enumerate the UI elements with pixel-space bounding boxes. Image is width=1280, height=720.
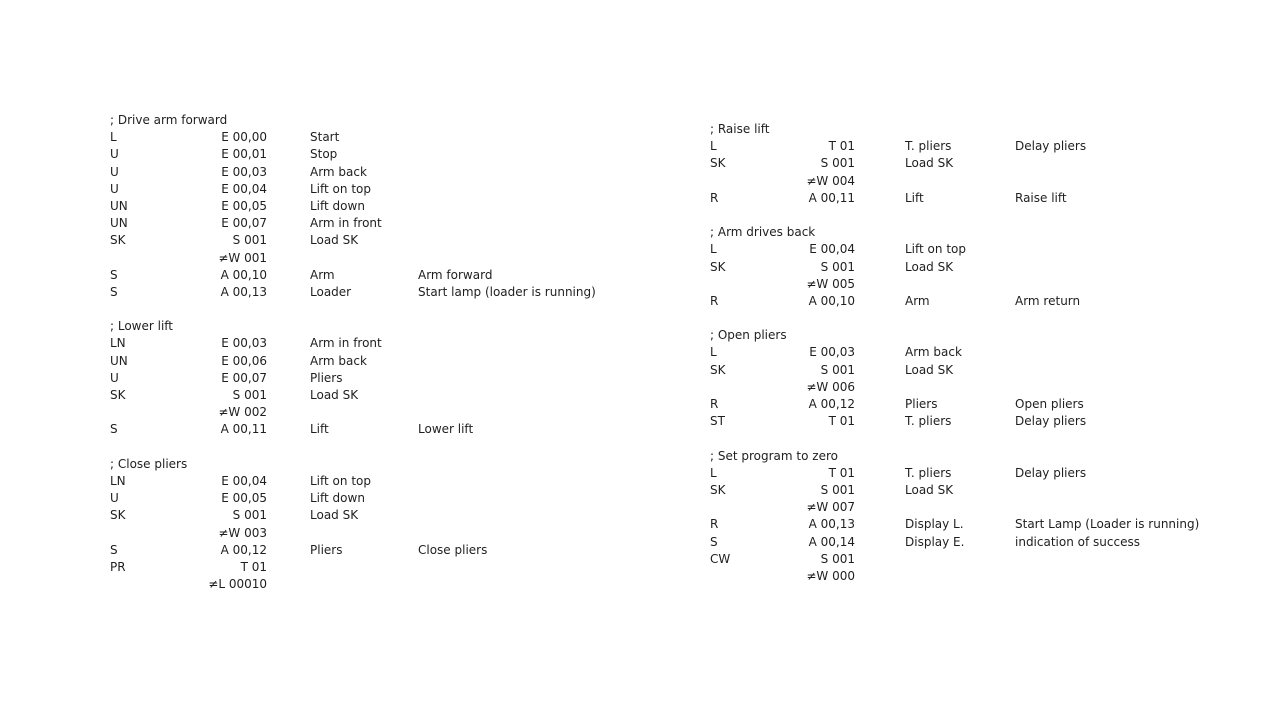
row-operand: ≠L 00010 (208, 577, 267, 592)
row-op: ST (710, 414, 725, 429)
row-operand: S 001 (232, 508, 267, 523)
row-note (1015, 241, 1199, 258)
program-section (710, 448, 1199, 586)
row-op: R (710, 190, 719, 205)
row-op: U (110, 181, 119, 196)
row-note: Delay pliers (1015, 139, 1087, 154)
row-op (710, 568, 785, 585)
program-row (110, 525, 596, 542)
row-operand: S 001 (820, 551, 855, 566)
program-row (710, 516, 1199, 533)
program-row (110, 215, 596, 232)
section-comment: ; Lower lift (110, 319, 174, 334)
row-op: SK (710, 156, 726, 171)
row-op (710, 276, 785, 293)
row-note (418, 576, 596, 593)
row-operand: E 00,04 (221, 181, 267, 196)
row-note (418, 215, 596, 232)
row-symbol (855, 568, 1015, 585)
row-op: L (710, 139, 717, 154)
row-symbol: Arm back (310, 164, 367, 179)
row-op: PR (110, 559, 126, 574)
row-symbol: T. pliers (905, 139, 952, 154)
row-operand: S 001 (820, 156, 855, 171)
row-note (1015, 499, 1199, 516)
row-note (1015, 155, 1199, 172)
row-op: R (710, 517, 719, 532)
row-note (418, 353, 596, 370)
row-note (418, 164, 596, 181)
row-operand: S 001 (820, 362, 855, 377)
row-symbol (855, 551, 1015, 568)
row-symbol (267, 250, 418, 267)
program-row (110, 542, 596, 559)
program-row (110, 284, 596, 301)
row-symbol: Lift on top (310, 473, 371, 488)
row-operand: ≠W 000 (806, 568, 855, 583)
program-row (110, 146, 596, 163)
row-op: LN (110, 336, 126, 351)
row-symbol: Start (310, 130, 340, 145)
program-row (110, 232, 596, 249)
row-op: S (110, 267, 118, 282)
row-op: SK (710, 482, 726, 497)
program-row (710, 568, 1199, 585)
program-section (710, 121, 1199, 207)
row-note (1015, 482, 1199, 499)
program-section (710, 224, 1199, 310)
row-operand: ≠W 005 (806, 276, 855, 291)
program-section (110, 456, 596, 594)
row-symbol: T. pliers (905, 465, 952, 480)
row-operand: ≠W 002 (218, 405, 267, 420)
row-op: UN (110, 353, 128, 368)
row-note (1015, 173, 1199, 190)
row-op: LN (110, 473, 126, 488)
row-note (1015, 379, 1199, 396)
row-note (418, 232, 596, 249)
program-row (710, 551, 1199, 568)
row-operand: E 00,07 (221, 216, 267, 231)
row-operand: ≠W 007 (806, 500, 855, 515)
row-symbol: Lift (905, 190, 924, 205)
row-op: S (710, 534, 718, 549)
row-op: U (110, 147, 119, 162)
row-symbol: Lift down (310, 491, 365, 506)
row-symbol: Arm in front (310, 216, 382, 231)
row-op: UN (110, 216, 128, 231)
row-note (418, 181, 596, 198)
row-note (418, 198, 596, 215)
program-row (710, 379, 1199, 396)
row-symbol (855, 173, 1015, 190)
row-operand: A 00,11 (220, 422, 267, 437)
row-note (418, 525, 596, 542)
section-comment: ; Raise lift (710, 122, 770, 136)
row-op (710, 499, 785, 516)
row-symbol: Load SK (905, 156, 954, 171)
row-symbol (267, 576, 418, 593)
row-note: Arm forward (418, 267, 493, 282)
row-note (418, 507, 596, 524)
row-operand: E 00,03 (221, 336, 267, 351)
row-symbol: Load SK (905, 482, 954, 497)
program-row (110, 250, 596, 267)
row-note: Start lamp (loader is running) (418, 284, 596, 299)
program-row (710, 344, 1199, 361)
row-note (418, 404, 596, 421)
program-row (110, 335, 596, 352)
row-operand: A 00,11 (808, 190, 855, 205)
row-op (110, 404, 185, 421)
row-operand: A 00,12 (220, 542, 267, 557)
row-symbol: Display L. (905, 517, 964, 532)
row-note (418, 250, 596, 267)
row-op (710, 173, 785, 190)
program-row (710, 241, 1199, 258)
row-op: SK (110, 233, 126, 248)
row-operand: E 00,01 (221, 147, 267, 162)
row-operand: T 01 (828, 465, 855, 480)
row-op (110, 576, 185, 593)
section-comment: ; Set program to zero (710, 448, 838, 463)
row-operand: S 001 (232, 388, 267, 402)
row-operand: E 00,05 (221, 491, 267, 506)
row-operand: E 00,00 (221, 130, 267, 145)
program-row (710, 482, 1199, 499)
row-note (418, 473, 596, 490)
row-note (418, 387, 596, 404)
program-column-right (710, 121, 1199, 585)
program-row (710, 155, 1199, 172)
row-symbol: Arm (905, 293, 930, 308)
row-symbol: Lift on top (905, 242, 966, 257)
program-row (710, 293, 1199, 310)
row-symbol (855, 379, 1015, 396)
program-row (110, 387, 596, 404)
row-operand: E 00,03 (809, 345, 855, 360)
row-note: Raise lift (1015, 190, 1067, 205)
row-symbol (267, 525, 418, 542)
row-symbol: Load SK (905, 259, 954, 274)
row-operand: E 00,05 (221, 198, 267, 213)
program-row (110, 421, 596, 438)
program-row (110, 473, 596, 490)
row-op: L (710, 242, 717, 257)
row-operand: S 001 (820, 259, 855, 274)
row-symbol: Arm back (905, 345, 962, 360)
row-operand: A 00,10 (808, 293, 855, 308)
row-op: SK (110, 388, 126, 402)
row-op: SK (710, 362, 726, 377)
program-row (710, 413, 1199, 430)
row-op: CW (710, 551, 731, 566)
row-operand: T 01 (240, 559, 267, 574)
row-note (418, 335, 596, 352)
row-symbol: Load SK (310, 233, 359, 248)
row-note: Arm return (1015, 293, 1081, 308)
section-comment: ; Drive arm forward (110, 113, 228, 127)
row-note: Start Lamp (Loader is running) (1015, 517, 1200, 532)
program-row (110, 404, 596, 421)
row-symbol: Pliers (310, 370, 343, 385)
program-row (710, 173, 1199, 190)
program-section (110, 112, 596, 301)
row-symbol: T. pliers (905, 414, 952, 429)
row-op: SK (710, 259, 726, 274)
program-row (110, 267, 596, 284)
row-operand: A 00,14 (808, 534, 855, 549)
row-note: indication of success (1015, 534, 1140, 549)
row-note: Open pliers (1015, 397, 1084, 411)
row-note (418, 370, 596, 387)
row-operand: ≠W 003 (218, 525, 267, 540)
program-row (710, 190, 1199, 207)
row-symbol (855, 499, 1015, 516)
row-symbol: Arm back (310, 353, 367, 368)
row-symbol (267, 559, 418, 576)
row-op: S (110, 284, 118, 299)
section-comment: ; Open pliers (710, 328, 787, 343)
row-operand: A 00,10 (220, 267, 267, 282)
program-column-left (110, 112, 596, 593)
row-op: S (110, 422, 118, 437)
row-note (1015, 568, 1199, 585)
row-symbol: Lift down (310, 198, 365, 213)
row-symbol: Load SK (310, 388, 359, 402)
row-operand: S 001 (232, 233, 267, 248)
program-row (710, 499, 1199, 516)
row-op (110, 525, 185, 542)
row-note: Lower lift (418, 422, 474, 437)
program-row (710, 465, 1199, 482)
program-row (710, 138, 1199, 155)
row-note (1015, 551, 1199, 568)
program-row (710, 276, 1199, 293)
row-note (418, 490, 596, 507)
program-row (110, 181, 596, 198)
row-operand: E 00,04 (809, 242, 855, 257)
row-operand: E 00,07 (221, 370, 267, 385)
row-operand: T 01 (828, 414, 855, 429)
row-operand: E 00,04 (221, 473, 267, 488)
row-note (418, 129, 596, 146)
row-operand: S 001 (820, 482, 855, 497)
program-row (710, 362, 1199, 379)
row-op: SK (110, 508, 126, 523)
row-op: U (110, 491, 119, 506)
row-symbol: Load SK (310, 508, 359, 523)
program-row (110, 559, 596, 576)
program-row (110, 576, 596, 593)
program-row (110, 490, 596, 507)
row-symbol: Lift (310, 422, 329, 437)
program-row (110, 129, 596, 146)
row-symbol: Display E. (905, 534, 965, 549)
row-op: L (710, 465, 717, 480)
section-comment: ; Arm drives back (710, 225, 816, 240)
row-note (418, 146, 596, 163)
row-symbol: Loader (310, 284, 352, 299)
section-comment: ; Close pliers (110, 456, 188, 471)
row-symbol: Lift on top (310, 181, 371, 196)
row-op (110, 250, 185, 267)
row-op (710, 379, 785, 396)
row-symbol (267, 404, 418, 421)
row-symbol: Pliers (905, 397, 938, 411)
row-symbol: Pliers (310, 542, 343, 557)
program-row (110, 164, 596, 181)
row-operand: E 00,03 (221, 164, 267, 179)
row-symbol (855, 276, 1015, 293)
row-note: Delay pliers (1015, 465, 1087, 480)
row-op: S (110, 542, 118, 557)
program-row (110, 370, 596, 387)
program-row (110, 198, 596, 215)
row-op: R (710, 293, 719, 308)
row-operand: A 00,12 (808, 397, 855, 411)
program-section (110, 318, 596, 438)
row-operand: ≠W 004 (806, 173, 855, 188)
program-row (710, 534, 1199, 551)
program-row (110, 353, 596, 370)
row-operand: ≠W 006 (806, 379, 855, 394)
row-op: UN (110, 198, 128, 213)
row-operand: A 00,13 (220, 284, 267, 299)
row-note: Delay pliers (1015, 414, 1087, 429)
row-note: Close pliers (418, 542, 488, 557)
program-row (710, 259, 1199, 276)
row-operand: ≠W 001 (218, 250, 267, 265)
row-op: L (110, 130, 117, 145)
row-note (1015, 259, 1199, 276)
row-op: L (710, 345, 717, 360)
row-note (418, 559, 596, 576)
row-op: U (110, 370, 119, 385)
row-op: U (110, 164, 119, 179)
row-operand: E 00,06 (221, 353, 267, 368)
row-symbol: Arm (310, 267, 335, 282)
program-row (710, 396, 1199, 413)
row-symbol: Stop (310, 147, 338, 162)
row-note (1015, 276, 1199, 293)
row-symbol: Arm in front (310, 336, 382, 351)
program-section (710, 327, 1199, 430)
row-note (1015, 362, 1199, 379)
row-operand: A 00,13 (808, 517, 855, 532)
row-op: R (710, 397, 719, 411)
row-note (1015, 344, 1199, 361)
row-symbol: Load SK (905, 362, 954, 377)
program-row (110, 507, 596, 524)
row-operand: T 01 (828, 139, 855, 154)
